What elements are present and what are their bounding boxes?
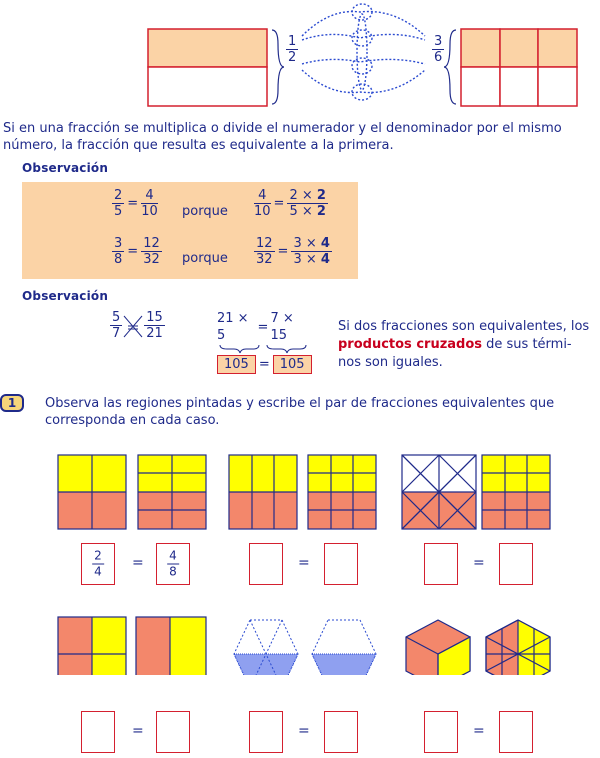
figure-6b — [486, 620, 550, 675]
observacion-box — [22, 182, 358, 279]
porque-label: porque — [182, 251, 228, 266]
figure-1a — [58, 455, 126, 529]
fraction: $\frac{3 \times 4}{3 \times 4}$ — [293, 236, 330, 267]
figure-1b — [138, 455, 206, 529]
equals-sign: = — [132, 555, 144, 571]
equals-sign: = — [473, 555, 485, 571]
observacion-title-2: Observación — [22, 289, 109, 303]
intro-left-fraction — [286, 34, 298, 65]
figure-2b — [308, 455, 376, 529]
figure-5a — [234, 620, 298, 675]
cross-product-fractions — [110, 310, 165, 341]
answer-box-6-right[interactable] — [499, 711, 533, 753]
result-right: 105 — [273, 355, 312, 374]
answer-box-3-left[interactable] — [424, 543, 458, 585]
intro-right-num: 3 — [434, 34, 443, 49]
answer-box-6-left[interactable] — [424, 711, 458, 753]
intro-right-den: 6 — [434, 50, 443, 65]
answer-box-2-left[interactable] — [249, 543, 283, 585]
figure-6a — [406, 620, 470, 675]
figure-5b — [312, 620, 376, 675]
fraction: 4 8 — [169, 548, 177, 579]
equals-sign: = — [298, 555, 310, 571]
figure-3a — [402, 455, 476, 529]
figure-2a — [229, 455, 297, 529]
box-row-2-proof: $\frac{12}{32}$ = $\frac{3 \times 4}{3 \times 4}$ — [256, 236, 330, 267]
fraction: $\frac{4}{10}$ — [141, 188, 158, 219]
answer-box-5-right[interactable] — [324, 711, 358, 753]
fraction: $\frac{12}{32}$ — [143, 236, 160, 267]
equals-sign: = — [132, 723, 144, 739]
fraction: $\frac{12}{32}$ — [256, 236, 273, 267]
fraction: $\frac{2 \times 2}{5 \times 2}$ — [289, 188, 326, 219]
box-row-1-proof: $\frac{4}{10}$ = $\frac{2 \times 2}{5 \times 2}$ — [254, 188, 326, 219]
product-right: 7 × 15 — [270, 311, 294, 343]
answer-box-4-right[interactable] — [156, 711, 190, 753]
fraction: 2 4 — [94, 548, 102, 579]
exercise-number-badge: 1 — [0, 394, 24, 412]
fraction: $\frac{15}{21}$ — [146, 310, 163, 341]
intro-left-num: 1 — [288, 34, 297, 49]
equals-sign: = — [473, 723, 485, 739]
product-left: 21 × 5 — [217, 311, 249, 343]
rule-text: Si en una fracción se multiplica o divide el numerador y el denominador por el mismo número, la fracción que resulta es equivalente a la primera. — [3, 121, 562, 153]
fraction: $\frac{3}{8}$ — [114, 236, 123, 267]
fraction: $\frac{4}{10}$ — [254, 188, 271, 219]
observacion-title: Observación — [22, 161, 109, 175]
answer-box-4-left[interactable] — [81, 711, 115, 753]
box-row-1-eq: $\frac{2}{5}$ = $\frac{4}{10}$ — [114, 188, 158, 219]
intro-right-fraction — [432, 34, 444, 65]
answer-box-1-left[interactable] — [81, 543, 115, 585]
fraction: $\frac{2}{5}$ — [114, 188, 123, 219]
exercise-instruction: Observa las regiones pintadas y escribe el par de fracciones equivalentes que corresponda en cada caso. — [45, 396, 555, 428]
box-row-2-eq: $\frac{3}{8}$ = $\frac{12}{32}$ — [114, 236, 160, 267]
answer-box-2-right[interactable] — [324, 543, 358, 585]
cross-products: 21 × 5 = 7 × 15 105 = 105 — [217, 310, 309, 374]
cross-products-text: Si dos fracciones son equivalentes, los productos cruzados de sus térmi- nos son iguales. — [338, 319, 590, 370]
answer-box-3-right[interactable] — [499, 543, 533, 585]
porque-label: porque — [182, 204, 228, 219]
figure-4b — [136, 617, 206, 675]
figure-4a — [58, 617, 126, 675]
result-left: 105 — [217, 355, 256, 374]
brace-icon — [217, 344, 309, 354]
intro-diagram — [0, 0, 600, 112]
fraction: $\frac{5}{7}$ — [112, 310, 121, 341]
intro-left-den: 2 — [288, 50, 297, 65]
cross-arrows-icon — [122, 311, 144, 341]
figure-3b — [482, 455, 550, 529]
equals-sign: = — [298, 723, 310, 739]
answer-box-5-left[interactable] — [249, 711, 283, 753]
answer-box-1-right[interactable] — [156, 543, 190, 585]
